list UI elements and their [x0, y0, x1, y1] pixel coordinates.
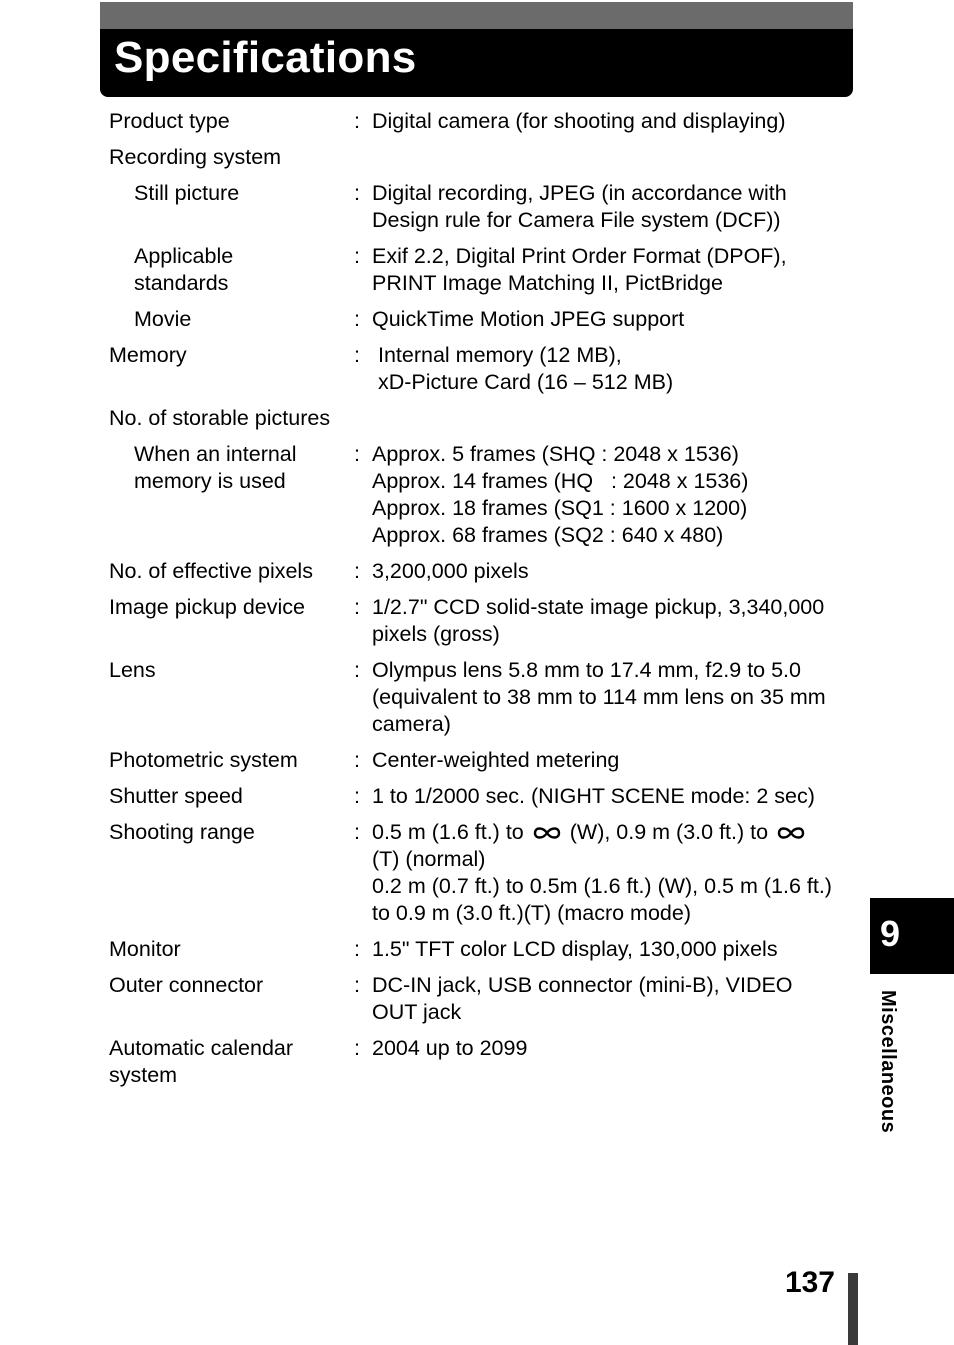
spec-value: 1/2.7" CCD solid-state image pickup, 3,340,000 pixels (gross)	[372, 595, 825, 646]
spec-value: Exif 2.2, Digital Print Order Format (DPOF), PRINT Image Matching II, PictBridge	[372, 244, 787, 295]
page-number-bar	[848, 1273, 858, 1345]
spec-label: No. of storable pictures	[109, 406, 331, 430]
spec-row-still-picture	[109, 180, 854, 234]
chapter-label	[875, 990, 899, 1160]
spec-label: Shutter speed	[109, 784, 243, 808]
spec-colon: :	[354, 244, 360, 268]
spec-colon: :	[354, 748, 360, 772]
infinity-icon	[530, 825, 564, 841]
spec-colon: :	[354, 442, 360, 466]
chapter-label-text: Miscellaneous	[877, 990, 899, 1134]
spec-colon: :	[354, 181, 360, 205]
spec-colon: :	[354, 973, 360, 997]
spec-colon: :	[354, 595, 360, 619]
spec-label: Outer connector	[109, 973, 264, 997]
spec-colon: :	[354, 658, 360, 682]
spec-value: QuickTime Motion JPEG support	[372, 307, 685, 331]
spec-value: Approx. 5 frames (SHQ : 2048 x 1536) Approx. 14 frames (HQ : 2048 x 1536) Approx. 18 frames (SQ1 : 1600 x 1200) Approx. 68 frames (SQ2 : 640 x 480)	[372, 442, 749, 547]
spec-row-shooting-range	[109, 819, 854, 927]
spec-label: Applicable standards	[134, 244, 234, 295]
spec-label: Recording system	[109, 145, 282, 169]
spec-row-monitor	[109, 936, 854, 963]
chapter-tab	[870, 898, 954, 974]
spec-row-movie	[109, 306, 854, 333]
spec-row-shutter	[109, 783, 854, 810]
spec-label: Product type	[109, 109, 230, 133]
spec-row-memory	[109, 342, 854, 396]
spec-label: Automatic calendar system	[109, 1036, 294, 1087]
spec-value: 3,200,000 pixels	[372, 559, 529, 583]
spec-value: DC-IN jack, USB connector (mini-B), VIDEO OUT jack	[372, 973, 793, 1024]
spec-row-effective-pixels	[109, 558, 854, 585]
spec-label: Memory	[109, 343, 187, 367]
spec-colon: :	[354, 109, 360, 133]
spec-row-outer-connector	[109, 972, 854, 1026]
spec-colon: :	[354, 343, 360, 367]
spec-label: When an internal memory is used	[134, 442, 297, 493]
spec-row-internal-memory	[109, 441, 854, 549]
infinity-icon	[774, 825, 808, 841]
spec-row-image-pickup	[109, 594, 854, 648]
spec-colon: :	[354, 1036, 360, 1060]
spec-row-photometric	[109, 747, 854, 774]
spec-label: Photometric system	[109, 748, 298, 772]
spec-colon: :	[354, 937, 360, 961]
spec-row-applicable-standards	[109, 243, 854, 297]
header-band	[100, 2, 853, 29]
spec-colon: :	[354, 307, 360, 331]
spec-label: Still picture	[134, 181, 240, 205]
spec-label: Movie	[134, 307, 192, 331]
spec-value: 2004 up to 2099	[372, 1036, 528, 1060]
spec-value: 1.5" TFT color LCD display, 130,000 pixels	[372, 937, 778, 961]
page-header	[100, 2, 853, 97]
spec-row-calendar	[109, 1035, 854, 1089]
spec-colon: :	[354, 820, 360, 844]
spec-label: Shooting range	[109, 820, 255, 844]
spec-table	[109, 108, 854, 1089]
page-title: Specifications	[114, 33, 417, 82]
spec-value: Internal memory (12 MB), xD-Picture Card (16 – 512 MB)	[372, 343, 674, 394]
spec-value: Digital recording, JPEG (in accordance with Design rule for Camera File system (DCF))	[372, 181, 787, 232]
spec-value: 1 to 1/2000 sec. (NIGHT SCENE mode: 2 sec)	[372, 784, 815, 808]
spec-value: 0.5 m (1.6 ft.) to (W), 0.9 m (3.0 ft.) to (T) (normal) 0.2 m (0.7 ft.) to 0.5m (1.6 ft.) (W), 0.5 m (1.6 ft.) to 0.9 m (3.0 ft.)(T) (macro mode)	[372, 820, 832, 925]
spec-label: No. of effective pixels	[109, 559, 313, 583]
spec-value: Center-weighted metering	[372, 748, 620, 772]
spec-label: Lens	[109, 658, 156, 682]
spec-value: Olympus lens 5.8 mm to 17.4 mm, f2.9 to 5.0 (equivalent to 38 mm to 114 mm lens on 35 mm camera)	[372, 658, 826, 736]
spec-colon: :	[354, 784, 360, 808]
spec-row-storable-pictures	[109, 405, 854, 432]
spec-value: Digital camera (for shooting and displaying)	[372, 109, 786, 133]
spec-colon: :	[354, 559, 360, 583]
spec-row-product-type	[109, 108, 854, 135]
spec-label: Image pickup device	[109, 595, 305, 619]
spec-row-recording-system	[109, 144, 854, 171]
spec-label: Monitor	[109, 937, 181, 961]
page-number: 137	[784, 1266, 835, 1299]
chapter-number: 9	[880, 913, 901, 954]
spec-row-lens	[109, 657, 854, 738]
